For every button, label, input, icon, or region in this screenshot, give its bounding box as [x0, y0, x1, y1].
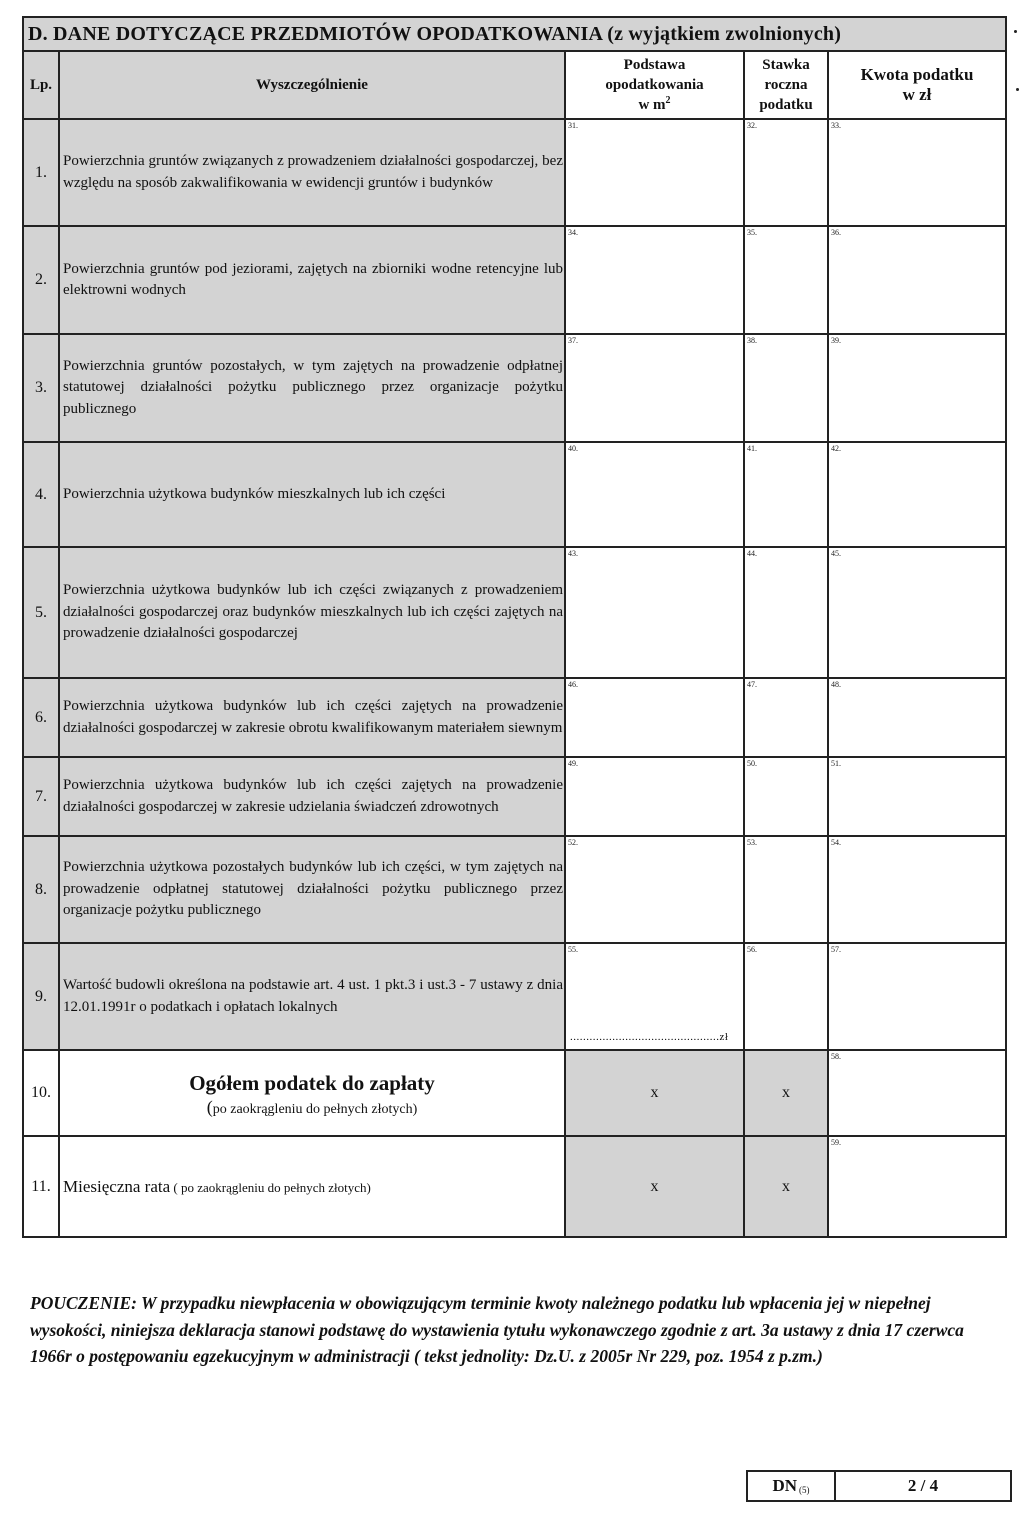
field-number: 57. — [831, 945, 841, 954]
tax-amount-field[interactable] — [828, 226, 1006, 334]
crossed-field: x — [744, 1136, 828, 1237]
table-row — [23, 836, 1006, 943]
tax-base-field[interactable] — [565, 119, 744, 226]
total-row — [23, 1050, 1006, 1136]
tax-rate-field[interactable] — [744, 547, 828, 678]
table-row — [23, 678, 1006, 757]
row-number: 8. — [23, 836, 59, 943]
row-number: 5. — [23, 547, 59, 678]
row-number: 6. — [23, 678, 59, 757]
taxation-subjects-table — [22, 16, 1007, 1238]
total-note-text: po zaokrągleniu do pełnych złotych) — [212, 1101, 418, 1117]
row-number: 9. — [23, 943, 59, 1050]
field-number: 31. — [568, 121, 578, 130]
tax-base-field[interactable] — [565, 442, 744, 547]
row-description-text: Powierzchnia użytkowa budynków lub ich części zajętych na prowadzenie działalności gospodarczej w zakresie obrotu kwalifikowanym materiałem siewnym — [63, 698, 563, 736]
scan-speck — [1014, 30, 1017, 33]
field-number: 42. — [831, 444, 841, 453]
installment-amount-field[interactable] — [828, 1136, 1006, 1237]
row-description — [59, 678, 565, 757]
form-footer — [746, 1470, 1012, 1502]
row-description — [59, 836, 565, 943]
table-row — [23, 119, 1006, 226]
table-row — [23, 757, 1006, 836]
tax-rate-field[interactable] — [744, 226, 828, 334]
header-tax-rate — [744, 51, 828, 119]
row-description — [59, 119, 565, 226]
page-number: 2 / 4 — [907, 1476, 939, 1495]
installment-description — [59, 1136, 565, 1237]
field-number: 50. — [747, 759, 757, 768]
row-number: 11. — [23, 1136, 59, 1237]
tax-amount-field[interactable] — [828, 836, 1006, 943]
field-number: 47. — [747, 680, 757, 689]
field-number: 36. — [831, 228, 841, 237]
field-number: 45. — [831, 549, 841, 558]
field-number: 48. — [831, 680, 841, 689]
field-number: 37. — [568, 336, 578, 345]
table-row — [23, 943, 1006, 1050]
field-number: 53. — [747, 838, 757, 847]
table-row — [23, 547, 1006, 678]
tax-rate-field[interactable] — [744, 836, 828, 943]
field-number: 59. — [831, 1138, 841, 1147]
tax-base-field[interactable] — [565, 757, 744, 836]
field-number: 32. — [747, 121, 757, 130]
field-number: 33. — [831, 121, 841, 130]
header-tax-base-line3 — [566, 95, 743, 115]
field-number: 58. — [831, 1052, 841, 1061]
scan-speck — [1016, 88, 1019, 91]
tax-rate-field[interactable] — [744, 757, 828, 836]
total-description — [59, 1050, 565, 1136]
row-description-text: Powierzchnia gruntów pozostałych, w tym zajętych na prowadzenie odpłatnej statutowej działalności pożytku publicznego przez organizacje pożytku publicznego — [63, 357, 563, 417]
header-tax-base-line2: opodatkowania — [605, 77, 704, 93]
tax-amount-field[interactable] — [828, 334, 1006, 442]
tax-amount-field[interactable] — [828, 119, 1006, 226]
tax-base-field[interactable] — [565, 547, 744, 678]
form-code — [748, 1472, 836, 1500]
header-tax-rate-line3: podatku — [759, 97, 813, 113]
tax-base-field[interactable] — [565, 226, 744, 334]
row-description — [59, 442, 565, 547]
row-number: 1. — [23, 119, 59, 226]
header-tax-base-unit: w m — [638, 97, 666, 113]
field-number: 40. — [568, 444, 578, 453]
field-number: 46. — [568, 680, 578, 689]
field-number: 34. — [568, 228, 578, 237]
field-number: 43. — [568, 549, 578, 558]
field-number: 52. — [568, 838, 578, 847]
field-number: 44. — [747, 549, 757, 558]
section-title: D. DANE DOTYCZĄCE PRZEDMIOTÓW OPODATKOWANIA (z wyjątkiem zwolnionych) — [23, 17, 1006, 51]
total-amount-field[interactable] — [828, 1050, 1006, 1136]
form-version: (5) — [799, 1485, 810, 1495]
tax-rate-field[interactable] — [744, 334, 828, 442]
section-title-row — [23, 17, 1006, 51]
row-description — [59, 547, 565, 678]
field-number: 55. — [568, 945, 578, 954]
row-description-text: Powierzchnia gruntów związanych z prowadzeniem działalności gospodarczej, bez względu na sposób zakwalifikowania w ewidencji gruntów i budynków — [63, 153, 563, 191]
header-tax-base-line1: Podstawa — [623, 57, 686, 73]
row-description — [59, 757, 565, 836]
legal-notice: POUCZENIE: W przypadku niewpłacenia w obowiązującym terminie kwoty należnego podatku lub wpłacenia jej w niepełnej wysokości, niniejsza deklaracja stanowi podstawę do wystawienia tytułu wykonawczego zgodnie z art. 3a ustawy z dnia 17 czerwca 1966r o postępowaniu egzekucyjnym w administracji ( tekst jednolity: Dz.U. z 2005r Nr 229, poz. 1954 z p.zm.) — [30, 1293, 964, 1366]
table-row — [23, 334, 1006, 442]
row-number: 2. — [23, 226, 59, 334]
tax-amount-field[interactable] — [828, 943, 1006, 1050]
header-row — [23, 51, 1006, 119]
tax-base-field[interactable] — [565, 836, 744, 943]
table-row — [23, 442, 1006, 547]
row-number: 7. — [23, 757, 59, 836]
crossed-field: x — [565, 1050, 744, 1136]
field-number: 54. — [831, 838, 841, 847]
row-number: 4. — [23, 442, 59, 547]
row-number: 3. — [23, 334, 59, 442]
form-code-text: DN — [772, 1476, 798, 1495]
field-number: 56. — [747, 945, 757, 954]
total-note-paren: ( — [206, 1096, 213, 1117]
header-tax-rate-line1: Stawka — [762, 57, 810, 73]
amount-dotted-line: ..............................................zł — [570, 1031, 729, 1043]
row-number: 10. — [23, 1050, 59, 1136]
tax-amount-field[interactable] — [828, 757, 1006, 836]
row-description-text: Powierzchnia użytkowa pozostałych budynków lub ich części, w tym zajętych na prowadzenie odpłatnej statutowej działalności pożytku publicznego przez organizacje pożytku publicznego — [63, 859, 563, 919]
header-tax-base-sup: 2 — [665, 95, 671, 106]
total-note — [60, 1097, 564, 1118]
header-tax-rate-line2: roczna — [764, 77, 808, 93]
field-number: 49. — [568, 759, 578, 768]
field-number: 41. — [747, 444, 757, 453]
row-description-text: Wartość budowli określona na podstawie art. 4 ust. 1 pkt.3 i ust.3 - 7 ustawy z dnia 12.01.1991r o podatkach i opłatach lokalnych — [63, 977, 563, 1015]
row-description — [59, 226, 565, 334]
header-description: Wyszczególnienie — [59, 51, 565, 119]
tax-amount-field[interactable] — [828, 547, 1006, 678]
row-description — [59, 943, 565, 1050]
row-description — [59, 334, 565, 442]
installment-row — [23, 1136, 1006, 1237]
row-description-text: Powierzchnia użytkowa budynków mieszkalnych lub ich części — [63, 485, 446, 502]
row-description-text: Powierzchnia użytkowa budynków lub ich części związanych z prowadzeniem działalności gospodarczej oraz budynków mieszkalnych lub ich części zajętych na prowadzenie działalności gospodarczej — [63, 582, 563, 642]
field-number: 39. — [831, 336, 841, 345]
header-lp: Lp. — [23, 51, 59, 119]
tax-rate-field[interactable] — [744, 442, 828, 547]
field-number: 51. — [831, 759, 841, 768]
header-tax-amount-line1: Kwota podatku — [860, 65, 974, 84]
field-number: 38. — [747, 336, 757, 345]
row-description-text: Powierzchnia gruntów pod jeziorami, zajętych na zbiorniki wodne retencyjne lub elektrowni wodnych — [63, 260, 563, 298]
total-label: Ogółem podatek do zapłaty — [189, 1070, 435, 1095]
crossed-field: x — [744, 1050, 828, 1136]
tax-amount-field[interactable] — [828, 678, 1006, 757]
header-tax-amount — [828, 51, 1006, 119]
table-row — [23, 226, 1006, 334]
tax-base-field[interactable] — [565, 943, 744, 1050]
tax-rate-field[interactable] — [744, 678, 828, 757]
field-number: 35. — [747, 228, 757, 237]
row-description-text: Powierzchnia użytkowa budynków lub ich części zajętych na prowadzenie działalności gospodarczej w zakresie udzielania świadczeń zdrowotnych — [63, 777, 563, 815]
crossed-field: x — [565, 1136, 744, 1237]
installment-label: Miesięczna rata — [63, 1176, 171, 1196]
tax-rate-field[interactable] — [744, 119, 828, 226]
header-tax-amount-line2: w zł — [902, 85, 932, 104]
tax-base-field[interactable] — [565, 334, 744, 442]
tax-base-field[interactable] — [565, 678, 744, 757]
installment-note: ( po zaokrągleniu do pełnych złotych) — [170, 1179, 371, 1195]
tax-rate-field[interactable] — [744, 943, 828, 1050]
tax-amount-field[interactable] — [828, 442, 1006, 547]
header-tax-base — [565, 51, 744, 119]
